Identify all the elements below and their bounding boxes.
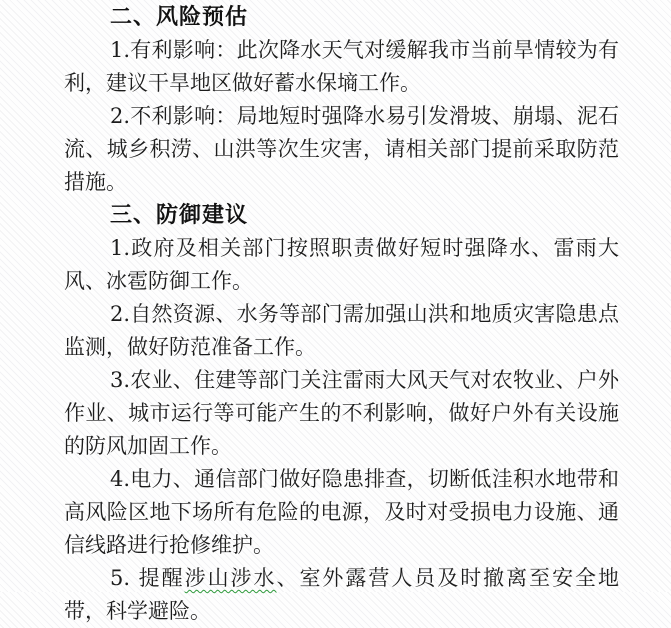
paragraph-suggestion-power-telecom: 4.电力、通信部门做好隐患排查，切断低洼积水地带和高风险区地下场所有危险的电源，及时对受损电力设施、通信线路进行抢修维护。 (64, 467, 619, 557)
paragraph-suggestion-evacuation (64, 562, 619, 628)
paragraph-suggestion-government: 1.政府及相关部门按照职责做好短时强降水、雷雨大风、冰雹防御工作。 (64, 236, 619, 293)
paragraph-suggestion-natural-resources: 2.自然资源、水务等部门需加强山洪和地质灾害隐患点监测，做好防范准备工作。 (64, 302, 619, 359)
paragraph-suggestion-agriculture: 3.农业、住建等部门关注雷雨大风天气对农牧业、户外作业、城市运行等可能产生的不利影响，做好户外有关设施的防风加固工作。 (64, 368, 619, 458)
section-heading-risk-assessment: 二、风险预估 (110, 5, 249, 30)
spellcheck-underlined-text: 涉山涉水 (184, 566, 277, 590)
paragraph-adverse-impact: 2.不利影响：局地短时强降水易引发滑坡、崩塌、泥石流、城乡积涝、山洪等次生灾害，请相关部门提前采取防范措施。 (64, 104, 619, 194)
text-segment: 、室外露营人员及时撤离至安全地带，科学避险。 (64, 566, 620, 623)
text-segment: 5. 提醒 (110, 566, 185, 590)
section-heading-defense-suggestions: 三、防御建议 (110, 203, 249, 228)
paragraph-favorable-impact: 1.有利影响：此次降水天气对缓解我市当前旱情较为有利，建议干旱地区做好蓄水保墒工作。 (64, 38, 619, 95)
